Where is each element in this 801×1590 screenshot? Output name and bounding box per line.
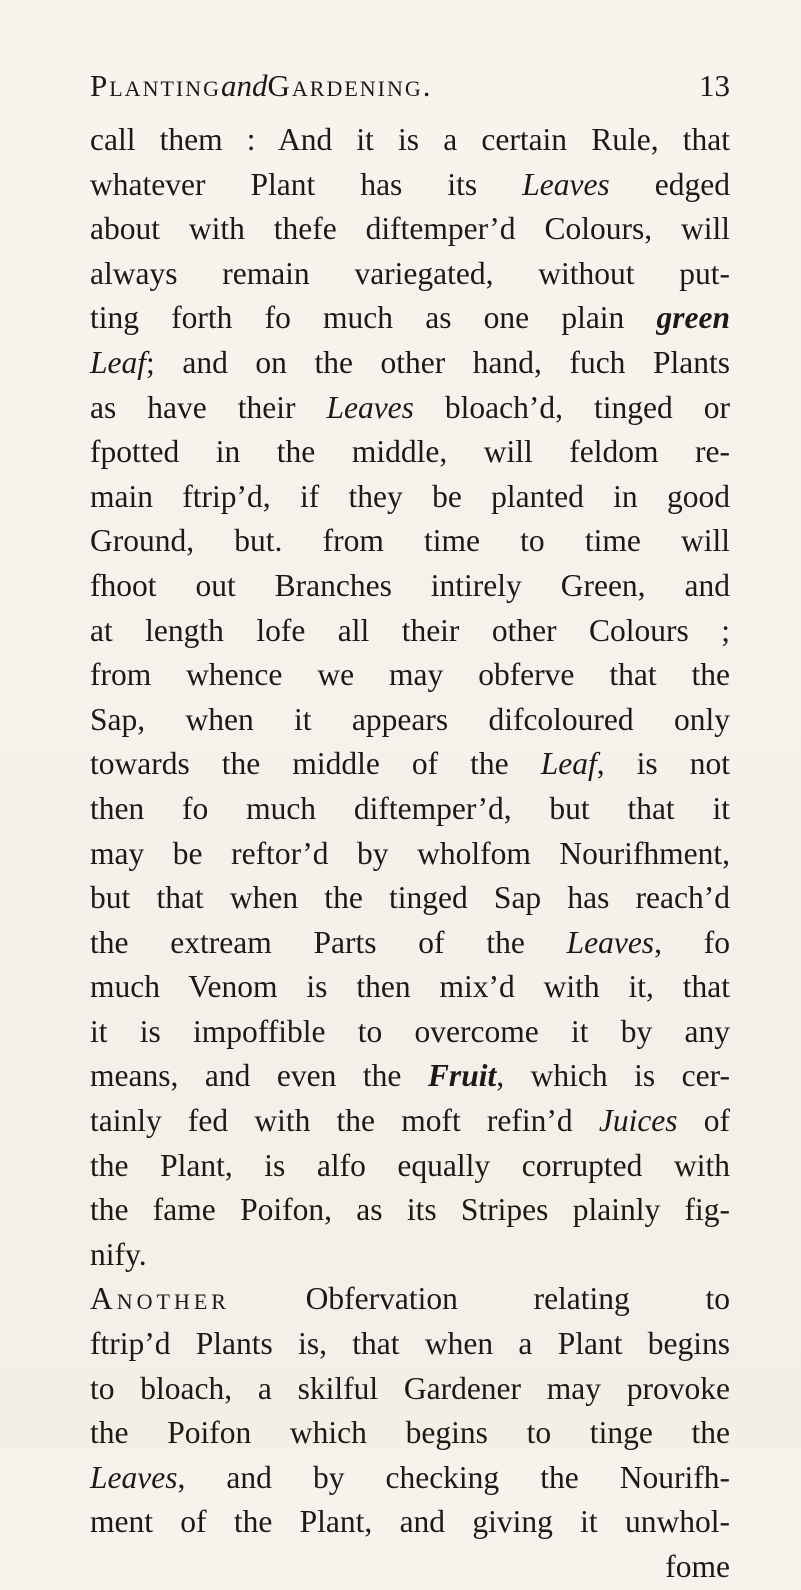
text-run: main ftrip’d, if they be planted in good [90,478,730,514]
text-line [90,430,730,475]
text-line [90,1500,730,1545]
text-run: as have their [90,389,327,425]
text-line [90,1456,730,1501]
text-line [90,876,730,921]
text-line [90,698,730,743]
text-run: from whence we may obferve that the [90,657,730,693]
text-line [90,341,730,386]
text-run: Sap, when it appears difcoloured only [90,701,730,737]
text-run: Obfervation relating to [229,1281,730,1317]
text-run: , which is cer- [496,1058,730,1094]
running-title-planting: Planting [90,68,221,103]
text-run: ment of the Plant, and giving it unwhol- [90,1504,730,1540]
emphasized-word: Juices [598,1103,678,1139]
text-run: fhoot out Branches intirely Green, and [90,567,730,603]
text-run: at length lofe all their other Colours ; [90,612,730,648]
text-line [90,519,730,564]
text-run: , is not [596,746,731,782]
text-line [90,1054,730,1099]
text-run: fome [665,1549,730,1584]
text-line [90,1188,730,1233]
running-header [90,68,730,112]
text-run: the extream Parts of the [90,924,567,960]
text-run: always remain variegated, without put- [90,255,730,291]
text-line [90,1322,730,1367]
text-run: may be reftor’d by wholfom Nourifhment, [90,835,730,871]
text-run: of [677,1103,731,1139]
emphasized-word: Another [90,1281,230,1317]
running-title-and: and [221,68,268,103]
body-text [90,118,730,1590]
text-line [90,1411,730,1456]
text-line [90,475,730,520]
emphasized-word: Leaves [90,1459,178,1495]
text-line [90,163,730,208]
text-line [90,742,730,787]
emphasized-word: Leaves [566,924,655,960]
text-run: nify. [90,1236,147,1272]
text-line [90,252,730,297]
text-line [90,564,730,609]
text-line [90,1545,730,1590]
text-run: edged [609,166,730,202]
text-line [90,921,730,966]
text-run: , and by checking the Nourifh- [177,1459,730,1495]
text-line [90,965,730,1010]
text-run: then fo much diftemper’d, but that it [90,790,730,826]
text-line [90,1010,730,1055]
text-run: fpotted in the middle, will feldom re- [90,434,730,470]
text-run: but that when the tinged Sap has reach’d [90,880,730,916]
text-line [90,207,730,252]
emphasized-word: Leaf [90,344,147,380]
text-run: call them : And it is a certain Rule, that [90,122,730,157]
text-line [90,1144,730,1189]
text-line [90,1277,730,1322]
text-run: the Poifon which begins to tinge the [90,1415,730,1451]
text-line [90,1367,730,1412]
emphasized-word: green [656,300,730,336]
text-line [90,1099,730,1144]
emphasized-word: Leaf [540,746,597,782]
text-run: means, and even the [90,1058,428,1094]
page-number: 13 [699,68,730,103]
text-run: tainly fed with the moft refin’d [90,1103,599,1139]
text-line [90,653,730,698]
text-run: towards the middle of the [90,746,541,782]
text-run: much Venom is then mix’d with it, that [90,969,730,1005]
text-run: ting forth fo much as one plain [90,300,657,336]
emphasized-word: Leaves [522,166,610,202]
emphasized-word: Fruit [427,1058,497,1094]
text-line [90,609,730,654]
text-line [90,296,730,341]
text-run: Ground, but. from time to time will [90,523,730,559]
text-line [90,386,730,431]
text-run: , fo [654,924,730,960]
text-run: ftrip’d Plants is, that when a Plant begins [90,1326,730,1362]
text-run: about with thefe diftemper’d Colours, will [90,211,730,247]
text-line [90,118,730,163]
text-line [90,1233,730,1278]
emphasized-word: Leaves [326,389,414,425]
text-line [90,832,730,877]
text-run: ; and on the other hand, fuch Plants [146,344,730,380]
text-run: to bloach, a skilful Gardener may provoke [90,1370,730,1406]
text-line [90,787,730,832]
text-run: the Plant, is alfo equally corrupted with [90,1147,730,1183]
text-run: the fame Poifon, as its Stripes plainly fig- [90,1192,730,1228]
text-run: it is impoffible to overcome it by any [90,1013,730,1049]
text-run: bloach’d, tinged or [413,389,730,425]
text-run: whatever Plant has its [90,166,523,202]
running-title-gardening: Gardening. [267,68,433,103]
